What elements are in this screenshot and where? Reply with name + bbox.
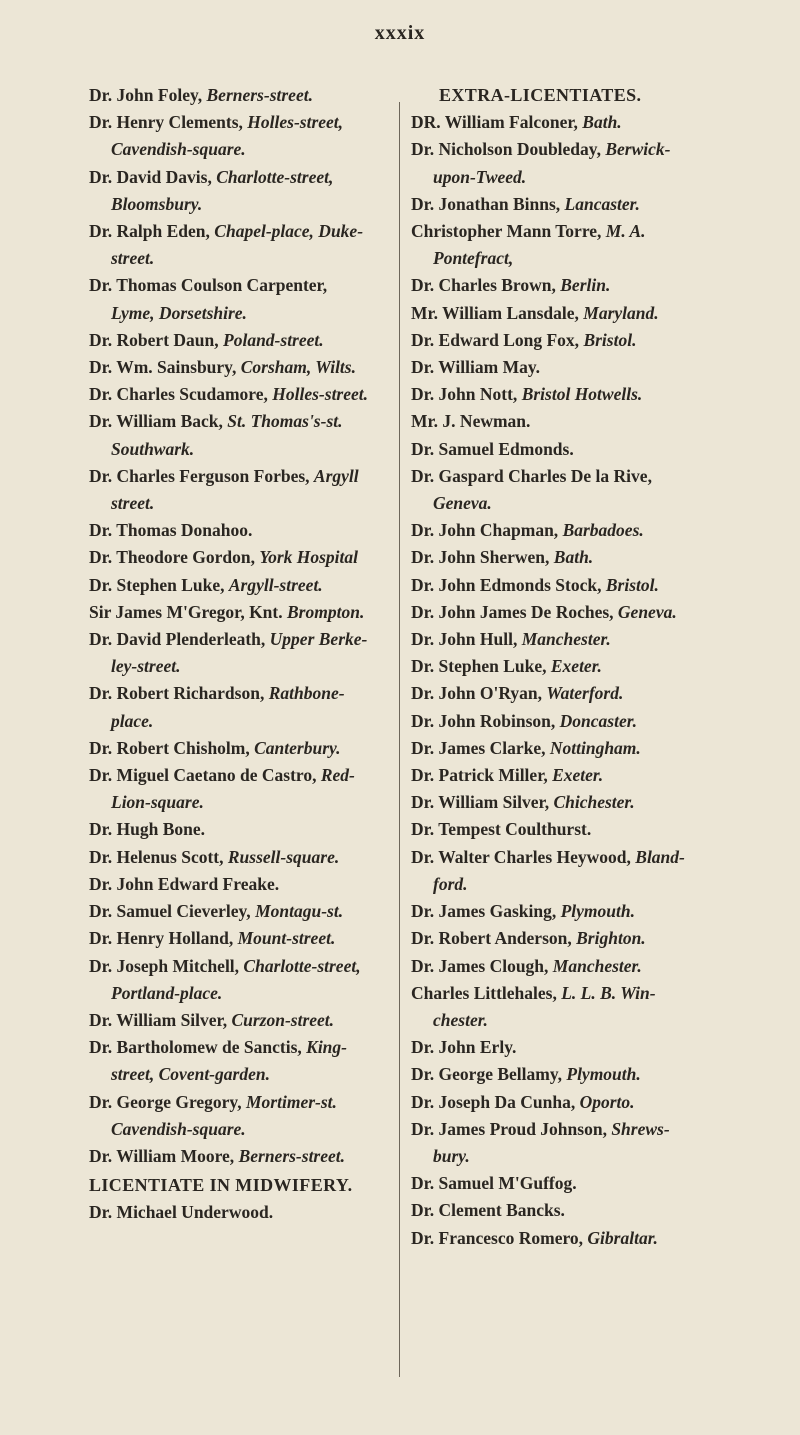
list-item	[411, 653, 751, 680]
page-number: xxxix	[374, 22, 426, 44]
entry-place: Holles-street.	[272, 384, 369, 405]
list-item	[411, 463, 751, 517]
entry-place: Chapel-place, Duke-	[214, 221, 364, 242]
entry-name: Dr. James Proud Johnson,	[411, 1118, 612, 1139]
entry-name: Dr. William May.	[411, 357, 540, 378]
entry-name: Dr. James Gasking,	[411, 901, 561, 922]
entry-name: Dr. Wm. Sainsbury,	[89, 357, 241, 378]
list-item	[411, 544, 751, 571]
entry-name: DR. William Falconer,	[411, 112, 583, 133]
list-item	[89, 327, 394, 354]
entry-place: Holles-street,	[247, 112, 344, 133]
entry-name: Dr. William Silver,	[411, 792, 554, 813]
list-item	[411, 980, 751, 1034]
list-item	[411, 1197, 751, 1224]
entry-place: Argyll-street.	[228, 574, 323, 595]
list-item	[89, 816, 394, 843]
entry-place: Lancaster.	[564, 193, 640, 214]
list-item	[411, 272, 751, 299]
entry-place: King-	[306, 1037, 347, 1058]
entry-name: Dr. Stephen Luke,	[89, 574, 229, 595]
entry-continuation: chester.	[433, 1009, 488, 1030]
list-item	[411, 680, 751, 707]
entry-place: Red-	[320, 765, 355, 786]
entry-place: Nottingham.	[549, 737, 641, 758]
entry-place: Curzon-street.	[231, 1009, 335, 1030]
entry-name: Dr. John Edward Freake.	[89, 873, 280, 894]
list-item	[411, 898, 751, 925]
list-item	[89, 1143, 394, 1170]
entry-name: Dr. John Foley,	[89, 85, 207, 105]
entry-name: Dr. William Back,	[89, 411, 228, 432]
entry-place: York Hospital	[259, 547, 359, 568]
entry-name: Dr. Ralph Eden,	[89, 221, 215, 242]
entry-name: Dr. Thomas Donahoo.	[89, 520, 253, 541]
entry-place: Brompton.	[287, 601, 365, 622]
entry-place: Gibraltar.	[587, 1227, 658, 1248]
entry-place: Corsham, Wilts.	[240, 357, 356, 378]
entry-continuation: Pontefract,	[433, 248, 514, 269]
entry-name: Dr. William Silver,	[89, 1009, 232, 1030]
extra-licentiates-heading: EXTRA-LICENTIATES.	[439, 85, 642, 105]
entry-place: Maryland.	[583, 302, 659, 323]
entry-continuation: Portland-place.	[111, 982, 223, 1003]
entry-place: Mortimer-st.	[245, 1091, 337, 1112]
entry-place: Rathbone-	[268, 683, 345, 704]
entry-name: Dr. John Sherwen,	[411, 547, 554, 568]
entry-name: Dr. Edward Long Fox,	[411, 329, 584, 350]
entry-place: Bristol.	[605, 574, 659, 595]
list-item	[411, 816, 751, 843]
entry-name: Dr. Francesco Romero,	[411, 1227, 588, 1248]
entry-name: Dr. John Hull,	[411, 629, 522, 650]
entry-place: Montagu-st.	[255, 901, 344, 922]
list-item	[89, 1034, 394, 1088]
list-item	[411, 1034, 751, 1061]
entry-name: Dr. Samuel Cieverley,	[89, 901, 256, 922]
list-item	[411, 953, 751, 980]
right-entry-list	[411, 109, 751, 1252]
entry-name: Mr. William Lansdale,	[411, 302, 584, 323]
list-item	[411, 436, 751, 463]
entry-place: Berlin.	[560, 275, 611, 296]
list-item	[411, 708, 751, 735]
entry-place: Berners-street.	[206, 85, 313, 105]
list-item	[411, 381, 751, 408]
entry-name: Dr. John Erly.	[411, 1037, 517, 1058]
list-item	[89, 898, 394, 925]
entry-name: Mr. J. Newman.	[411, 411, 531, 432]
left-entry-list	[89, 82, 394, 1170]
entry-name: Christopher Mann Torre,	[411, 221, 606, 242]
entry-continuation: bury.	[433, 1145, 470, 1166]
entry-place: Oporto.	[579, 1091, 635, 1112]
list-item	[89, 1089, 394, 1143]
entry-place: Upper Berke-	[269, 629, 368, 650]
entry-name: Dr. Tempest Coulthurst.	[411, 819, 592, 840]
list-item	[411, 789, 751, 816]
list-item	[89, 680, 394, 734]
entry-place: Geneva.	[617, 601, 677, 622]
entry-name: Dr. Charles Brown,	[411, 275, 561, 296]
entry-place: Shrews-	[611, 1118, 670, 1139]
midwifery-heading: LICENTIATE IN MIDWIFERY.	[89, 1175, 353, 1196]
entry-name: Dr. James Clough,	[411, 955, 553, 976]
entry-name: Dr. John James De Roches,	[411, 601, 618, 622]
entry-name: Dr. Robert Anderson,	[411, 928, 577, 949]
entry-place: Berwick-	[605, 139, 671, 160]
entry-place: Barbadoes.	[562, 520, 644, 541]
list-item	[89, 925, 394, 952]
entry-name: Dr. Patrick Miller,	[411, 765, 553, 786]
list-item	[89, 1007, 394, 1034]
entry-name: Dr. William Moore,	[89, 1145, 239, 1166]
entry-name: Dr. John Nott,	[411, 384, 522, 405]
entry-place: Chichester.	[553, 792, 635, 813]
entry-place: Bath.	[553, 547, 594, 568]
list-item	[411, 572, 751, 599]
list-item	[89, 272, 394, 326]
entry-place: Argyll	[313, 465, 359, 486]
entry-place: Exeter.	[550, 656, 602, 677]
list-item	[411, 136, 751, 190]
entry-name: Dr. Nicholson Doubleday,	[411, 139, 606, 160]
list-item	[89, 735, 394, 762]
entry-place: Doncaster.	[559, 710, 637, 731]
entry-name: Dr. Henry Holland,	[89, 928, 238, 949]
list-item	[411, 327, 751, 354]
entry-continuation: Lion-square.	[111, 792, 204, 813]
entry-name: Sir James M'Gregor, Knt.	[89, 601, 287, 622]
entry-place: Plymouth.	[560, 901, 635, 922]
entry-continuation: ley-street.	[111, 656, 181, 677]
entry-name: Dr. George Bellamy,	[411, 1064, 567, 1085]
list-item	[411, 844, 751, 898]
entry-name: Dr. Charles Scudamore,	[89, 384, 273, 405]
list-item	[89, 82, 394, 109]
entry-name: Dr. Joseph Da Cunha,	[411, 1091, 580, 1112]
entry-name: Charles Littlehales,	[411, 982, 562, 1003]
list-item	[89, 762, 394, 816]
entry-name: Dr. David Davis,	[89, 166, 217, 187]
entry-continuation: street, Covent-garden.	[111, 1064, 270, 1085]
entry-place: Exeter.	[552, 765, 604, 786]
list-item	[89, 164, 394, 218]
entry-name: Dr. John O'Ryan,	[411, 683, 547, 704]
entry-place: M. A.	[605, 221, 646, 242]
entry-name: Dr. Walter Charles Heywood,	[411, 846, 636, 867]
right-column	[411, 82, 751, 1252]
list-item	[411, 626, 751, 653]
list-item	[411, 925, 751, 952]
list-item	[89, 517, 394, 544]
entry-name: Dr. Robert Daun,	[89, 329, 224, 350]
entry-place: Bristol Hotwells.	[521, 384, 643, 405]
entry-place: Canterbury.	[254, 737, 341, 758]
entry-place: Bath.	[582, 112, 622, 133]
entry-continuation: Bloomsbury.	[111, 193, 203, 214]
list-item	[89, 408, 394, 462]
entry-name: Dr. Charles Ferguson Forbes,	[89, 465, 314, 486]
entry-name: Dr. Henry Clements,	[89, 112, 248, 133]
entry-name: Dr. Stephen Luke,	[411, 656, 551, 677]
entry-name: Dr. Gaspard Charles De la Rive,	[411, 465, 652, 486]
entry-place: Bland-	[635, 846, 685, 867]
entry-continuation: street.	[111, 248, 155, 269]
entry-place: Russell-square.	[227, 846, 340, 867]
entry-place: Manchester.	[552, 955, 642, 976]
entry-name: Dr. Bartholomew de Sanctis,	[89, 1037, 307, 1058]
list-item	[411, 1116, 751, 1170]
list-item	[89, 381, 394, 408]
entry-place: Bristol.	[583, 329, 637, 350]
entry-place: Manchester.	[521, 629, 611, 650]
column-divider	[399, 102, 400, 1377]
entry-place: Brighton.	[576, 928, 646, 949]
list-item	[89, 626, 394, 680]
entry-place: Mount-street.	[237, 928, 336, 949]
entry-continuation: upon-Tweed.	[433, 166, 527, 187]
entry-continuation: Southwark.	[111, 438, 195, 459]
list-item	[411, 1225, 751, 1252]
entry-continuation: Geneva.	[433, 493, 492, 514]
list-item	[89, 544, 394, 571]
entry-name: Dr. James Clarke,	[411, 737, 550, 758]
entry-place: St. Thomas's-st.	[227, 411, 343, 432]
entry-continuation: Cavendish-square.	[111, 1118, 246, 1139]
list-item	[411, 1089, 751, 1116]
entry-continuation: ford.	[433, 873, 468, 894]
entry-place: Charlotte-street,	[216, 166, 334, 187]
entry-name: Dr. Robert Chisholm,	[89, 737, 255, 758]
list-item	[89, 953, 394, 1007]
entry-name: Dr. Jonathan Binns,	[411, 193, 565, 214]
list-item	[411, 408, 751, 435]
entry-place: L. L. B. Win-	[561, 982, 656, 1003]
list-item	[411, 109, 751, 136]
list-item	[411, 218, 751, 272]
left-column	[89, 82, 394, 1227]
list-item	[411, 517, 751, 544]
entry-name: Dr. John Edmonds Stock,	[411, 574, 606, 595]
entry-name: Dr. Samuel M'Guffog.	[411, 1173, 577, 1194]
entry-name: Dr. Robert Richardson,	[89, 683, 269, 704]
entry-name: Dr. Michael Underwood.	[89, 1202, 274, 1223]
entry-name: Dr. George Gregory,	[89, 1091, 246, 1112]
entry-continuation: street.	[111, 493, 155, 514]
entry-place: Plymouth.	[566, 1064, 641, 1085]
entry-name: Dr. Miguel Caetano de Castro,	[89, 765, 321, 786]
list-item	[89, 354, 394, 381]
list-item	[411, 1170, 751, 1197]
list-item	[89, 1199, 394, 1226]
list-item	[89, 463, 394, 517]
list-item	[411, 300, 751, 327]
list-item	[89, 871, 394, 898]
list-item	[89, 844, 394, 871]
list-item	[411, 735, 751, 762]
entry-name: Dr. Joseph Mitchell,	[89, 955, 244, 976]
midwifery-entry-list	[89, 1199, 394, 1226]
entry-continuation: Lyme, Dorsetshire.	[111, 302, 247, 323]
entry-continuation: place.	[111, 710, 154, 731]
list-item	[411, 354, 751, 381]
list-item	[411, 599, 751, 626]
list-item	[89, 109, 394, 163]
list-item	[411, 762, 751, 789]
list-item	[89, 572, 394, 599]
entry-name: Dr. John Chapman,	[411, 520, 563, 541]
entry-place: Poland-street.	[223, 329, 324, 350]
entry-name: Dr. Samuel Edmonds.	[411, 438, 574, 459]
entry-name: Dr. Theodore Gordon,	[89, 547, 260, 568]
list-item	[89, 599, 394, 626]
list-item	[411, 191, 751, 218]
list-item	[89, 218, 394, 272]
entry-name: Dr. John Robinson,	[411, 710, 560, 731]
entry-place: Charlotte-street,	[243, 955, 361, 976]
entry-continuation: Cavendish-square.	[111, 139, 246, 160]
entry-name: Dr. Clement Bancks.	[411, 1200, 565, 1221]
entry-name: Dr. Thomas Coulson Carpenter,	[89, 275, 328, 296]
list-item	[411, 1061, 751, 1088]
entry-name: Dr. Helenus Scott,	[89, 846, 228, 867]
entry-name: Dr. David Plenderleath,	[89, 629, 270, 650]
entry-place: Berners-street.	[238, 1145, 346, 1166]
entry-name: Dr. Hugh Bone.	[89, 819, 206, 840]
entry-place: Waterford.	[546, 683, 624, 704]
